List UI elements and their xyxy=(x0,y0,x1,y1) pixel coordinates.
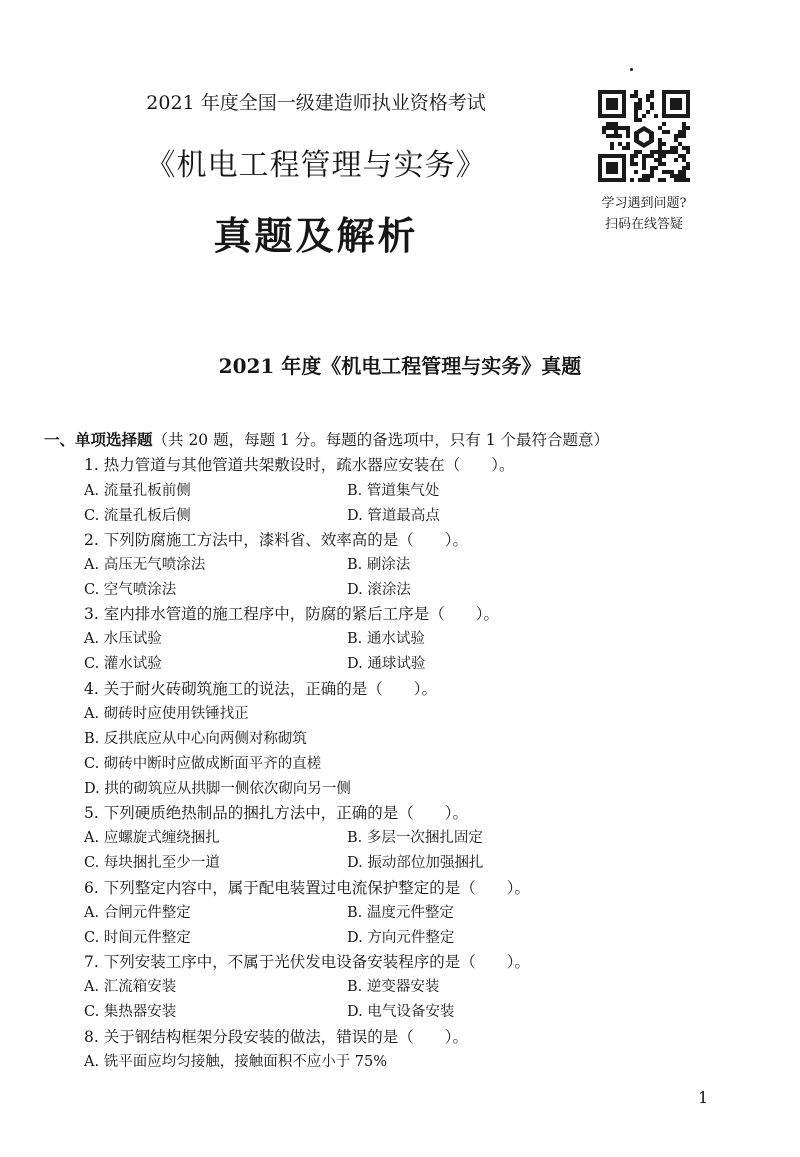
question-stem: 5. 下列硬质绝热制品的捆扎方法中，正确的是（ ）。 xyxy=(84,804,468,822)
option-a: A. 铣平面应均匀接触，接触面积不应小于 75% xyxy=(84,1054,388,1070)
option-a: A. 砌砖时应使用铁锤找正 xyxy=(84,706,249,722)
question-stem: 1. 热力管道与其他管道共架敷设时，疏水器应安装在（ ）。 xyxy=(84,456,515,474)
part-heading-note: （共 20 题，每题 1 分。每题的备选项中，只有 1 个最符合题意） xyxy=(152,431,610,449)
question-stem: 6. 下列整定内容中，属于配电装置过电流保护整定的是（ ）。 xyxy=(84,879,530,897)
option-b: B. 管道集气处 xyxy=(347,483,440,499)
page-number: 1 xyxy=(698,1088,709,1107)
option-b: B. 刷涂法 xyxy=(347,557,411,573)
option-a: A. 流量孔板前侧 xyxy=(84,483,191,499)
part-heading-label: 一、单项选择题 xyxy=(44,430,153,449)
option-c: C. 砌砖中断时应做成断面平齐的直槎 xyxy=(84,756,322,772)
document-type-title: 真题及解析 xyxy=(213,213,419,258)
qr-code[interactable] xyxy=(598,90,690,182)
option-a: A. 高压无气喷涂法 xyxy=(84,557,206,573)
option-d: D. 通球试验 xyxy=(347,656,426,672)
qr-caption-line1: 学习遇到问题? xyxy=(601,196,687,211)
option-c: C. 时间元件整定 xyxy=(84,930,191,946)
part-heading xyxy=(44,428,609,450)
exam-title: 2021 年度全国一级建造师执业资格考试 xyxy=(146,92,486,114)
question-stem: 3. 室内排水管道的施工程序中，防腐的紧后工序是（ ）。 xyxy=(84,605,499,623)
option-a: A. 汇流箱安装 xyxy=(84,979,177,995)
option-d: D. 振动部位加强捆扎 xyxy=(347,855,484,871)
option-c: C. 集热器安装 xyxy=(84,1004,177,1020)
option-a: A. 合闸元件整定 xyxy=(84,905,191,921)
question-stem: 4. 关于耐火砖砌筑施工的说法，正确的是（ ）。 xyxy=(84,680,437,698)
option-b: B. 温度元件整定 xyxy=(347,905,454,921)
option-d: D. 管道最高点 xyxy=(347,508,440,524)
option-b: B. 多层一次捆扎固定 xyxy=(347,830,483,846)
qr-caption-line2: 扫码在线答疑 xyxy=(604,217,683,232)
option-c: C. 灌水试验 xyxy=(84,656,162,672)
section-title: 2021 年度《机电工程管理与实务》真题 xyxy=(218,354,582,378)
option-a: A. 水压试验 xyxy=(84,631,162,647)
question-stem: 2. 下列防腐施工方法中，漆料省、效率高的是（ ）。 xyxy=(84,531,468,549)
option-c: C. 空气喷涂法 xyxy=(84,582,177,598)
question-stem: 7. 下列安装工序中，不属于光伏发电设备安装程序的是（ ）。 xyxy=(84,953,530,971)
option-d: D. 滚涂法 xyxy=(347,582,411,598)
qr-code-graphic xyxy=(598,90,690,182)
option-d: D. 拱的砌筑应从拱脚一侧依次砌向另一侧 xyxy=(84,781,351,797)
option-b: B. 反拱底应从中心向两侧对称砌筑 xyxy=(84,731,307,747)
option-d: D. 电气设备安装 xyxy=(347,1004,455,1020)
option-b: B. 通水试验 xyxy=(347,631,425,647)
question-stem: 8. 关于钢结构框架分段安装的做法，错误的是（ ）。 xyxy=(84,1028,468,1046)
option-b: B. 逆变器安装 xyxy=(347,979,440,995)
option-c: C. 每块捆扎至少一道 xyxy=(84,855,220,871)
option-a: A. 应螺旋式缠绕捆扎 xyxy=(84,830,220,846)
subject-title: 《机电工程管理与实务》 xyxy=(145,148,487,183)
option-c: C. 流量孔板后侧 xyxy=(84,508,191,524)
option-d: D. 方向元件整定 xyxy=(347,930,455,946)
decorative-dot xyxy=(630,68,633,71)
